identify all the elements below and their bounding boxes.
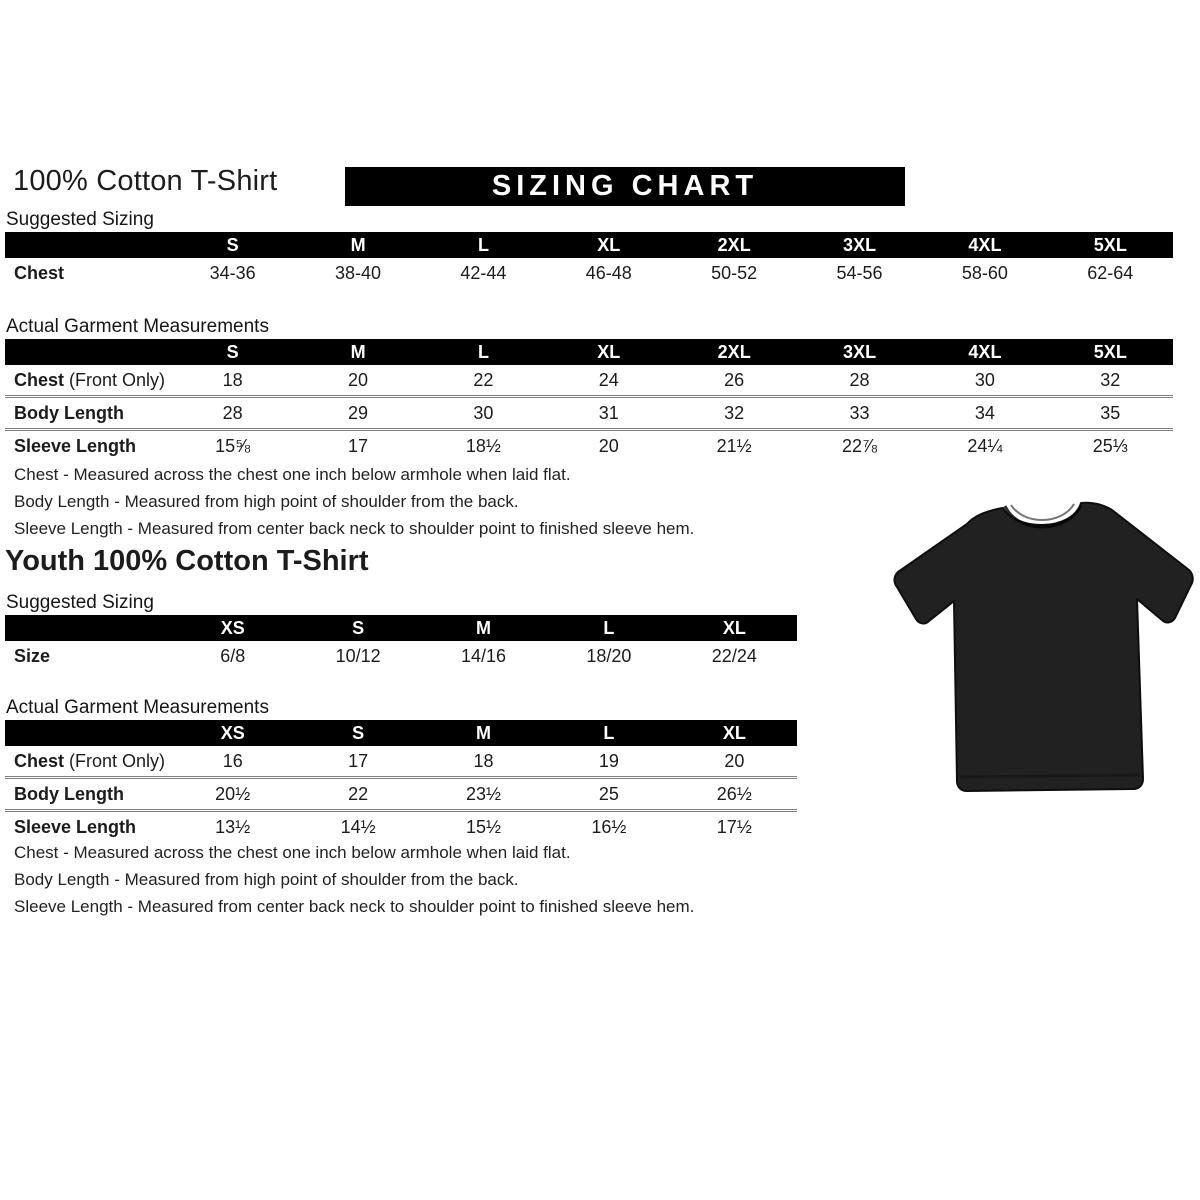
measurement-cell: 19 xyxy=(598,750,619,771)
measurement-cell: 17½ xyxy=(716,816,752,837)
measurement-cell: 22 xyxy=(473,369,494,390)
row-label-text: Chest xyxy=(14,750,65,771)
column-header-cell: L xyxy=(603,722,615,743)
youth-body-length-row xyxy=(5,779,797,812)
youth-measurement-notes xyxy=(14,839,694,920)
tshirt-graphic xyxy=(885,472,1195,807)
column-header-cell: XS xyxy=(220,722,245,743)
column-header-cell: L xyxy=(477,341,489,362)
column-header-cell: 2XL xyxy=(717,341,751,362)
measurement-cell: 33 xyxy=(849,402,870,423)
measurement-cell: 20½ xyxy=(215,783,251,804)
measurement-cell: 24 xyxy=(598,369,619,390)
measurement-cell: 10/12 xyxy=(335,645,381,666)
measurement-cell: 58-60 xyxy=(961,262,1008,283)
youth-sleeve-length-row xyxy=(5,812,797,842)
row-label-text: Sleeve Length xyxy=(14,435,137,456)
row-label-text: Chest xyxy=(14,369,65,390)
tshirt-image xyxy=(885,472,1195,807)
measurement-cell: 30 xyxy=(473,402,494,423)
row-label xyxy=(5,817,170,838)
youth-suggested-sizing-label: Suggested Sizing xyxy=(6,592,154,613)
column-header-cell: L xyxy=(603,617,615,638)
row-label xyxy=(5,646,170,667)
row-label-text: Sleeve Length xyxy=(14,816,137,837)
column-header-cell: M xyxy=(350,341,366,362)
measurement-cell: 30 xyxy=(974,369,995,390)
youth-actual-measurements-label: Actual Garment Measurements xyxy=(6,697,269,718)
measurement-cell: 18 xyxy=(222,369,243,390)
measurement-cell: 21½ xyxy=(716,435,752,456)
note-line: Chest - Measured across the chest one inch below armhole when laid flat. xyxy=(14,465,571,484)
measurement-cell: 15½ xyxy=(465,816,502,837)
row-label-suffix: (Front Only) xyxy=(64,750,166,771)
column-header-cell: M xyxy=(476,617,492,638)
column-header-cell: XL xyxy=(722,722,746,743)
measurement-cell: 18 xyxy=(473,750,494,771)
column-header-cell: S xyxy=(226,341,239,362)
row-label xyxy=(5,784,170,805)
column-header-cell: L xyxy=(477,234,489,255)
row-label-text: Size xyxy=(14,645,51,666)
column-header-cell: XS xyxy=(220,617,245,638)
measurement-cell: 22⅞ xyxy=(842,435,878,456)
measurement-cell: 20 xyxy=(724,750,745,771)
adult-suggested-table xyxy=(5,232,1173,288)
measurement-cell: 13½ xyxy=(215,816,251,837)
row-label-text: Body Length xyxy=(14,402,124,423)
adult-actual-header-row xyxy=(5,339,1173,365)
note-line: Body Length - Measured from high point of shoulder from the back. xyxy=(14,870,519,889)
youth-actual-header-row xyxy=(5,720,797,746)
measurement-cell: 42-44 xyxy=(460,262,507,283)
measurement-cell: 6/8 xyxy=(220,645,246,666)
measurement-cell: 24¼ xyxy=(967,435,1003,456)
measurement-cell: 25 xyxy=(598,783,619,804)
measurement-cell: 14/16 xyxy=(460,645,507,666)
measurement-cell: 32 xyxy=(724,402,745,423)
adult-measurement-notes xyxy=(14,461,694,542)
tshirt-hem xyxy=(960,775,1140,777)
adult-actual-measurements-label: Actual Garment Measurements xyxy=(6,316,269,337)
adult-suggested-header-row xyxy=(5,232,1173,258)
note-line: Chest - Measured across the chest one inch below armhole when laid flat. xyxy=(14,843,571,862)
note-line: Body Length - Measured from high point of shoulder from the back. xyxy=(14,492,519,511)
adult-body-length-row xyxy=(5,398,1173,431)
measurement-cell: 50-52 xyxy=(711,262,758,283)
column-header-cell: 3XL xyxy=(843,234,877,255)
youth-size-row xyxy=(5,641,797,671)
row-label xyxy=(5,436,170,457)
measurement-cell: 31 xyxy=(598,402,619,423)
adult-chest-suggested-row xyxy=(5,258,1173,288)
measurement-cell: 20 xyxy=(348,369,369,390)
column-header-cell: M xyxy=(350,234,366,255)
measurement-cell: 18½ xyxy=(465,435,501,456)
column-header-cell: S xyxy=(352,722,365,743)
column-header-cell: S xyxy=(352,617,365,638)
measurement-cell: 28 xyxy=(849,369,870,390)
column-header-cell: XL xyxy=(597,341,621,362)
measurement-cell: 23½ xyxy=(465,783,502,804)
youth-actual-table xyxy=(5,720,797,842)
measurement-cell: 28 xyxy=(222,402,243,423)
measurement-cell: 62-64 xyxy=(1087,262,1134,283)
youth-chest-row xyxy=(5,746,797,779)
measurement-cell: 46-48 xyxy=(585,262,632,283)
row-label-suffix: (Front Only) xyxy=(64,369,166,390)
measurement-cell: 26½ xyxy=(716,783,752,804)
measurement-cell: 26 xyxy=(724,369,745,390)
column-header-cell: 2XL xyxy=(717,234,751,255)
adult-actual-table xyxy=(5,339,1173,461)
column-header-cell: M xyxy=(476,722,492,743)
adult-sleeve-length-row xyxy=(5,431,1173,461)
measurement-cell: 17 xyxy=(348,435,369,456)
measurement-cell: 32 xyxy=(1100,369,1121,390)
note-line: Sleeve Length - Measured from center back neck to shoulder point to finished sleeve hem. xyxy=(14,897,695,916)
sizing-chart-banner: SIZING CHART xyxy=(345,167,905,206)
row-label xyxy=(5,403,170,424)
measurement-cell: 16 xyxy=(222,750,243,771)
youth-suggested-header-row xyxy=(5,615,797,641)
measurement-cell: 25⅓ xyxy=(1092,435,1128,456)
column-header-cell: S xyxy=(226,234,239,255)
tshirt-collar-seam xyxy=(1011,504,1074,520)
measurement-cell: 35 xyxy=(1100,402,1121,423)
measurement-cell: 54-56 xyxy=(836,262,883,283)
column-header-cell: 4XL xyxy=(968,234,1002,255)
measurement-cell: 38-40 xyxy=(335,262,382,283)
adult-chest-row xyxy=(5,365,1173,398)
measurement-cell: 16½ xyxy=(591,816,627,837)
measurement-cell: 17 xyxy=(348,750,369,771)
row-label xyxy=(5,751,170,772)
row-label-text: Body Length xyxy=(14,783,124,804)
column-header-cell: 4XL xyxy=(968,341,1002,362)
measurement-cell: 34 xyxy=(974,402,995,423)
measurement-cell: 29 xyxy=(348,402,369,423)
measurement-cell: 22 xyxy=(348,783,369,804)
measurement-cell: 20 xyxy=(598,435,619,456)
row-label-text: Chest xyxy=(14,262,65,283)
tshirt-body xyxy=(894,503,1192,791)
measurement-cell: 14½ xyxy=(340,816,376,837)
column-header-cell: 5XL xyxy=(1093,341,1127,362)
row-label xyxy=(5,370,170,391)
adult-suggested-sizing-label: Suggested Sizing xyxy=(6,209,154,230)
measurement-cell: 15⅝ xyxy=(215,435,251,456)
column-header-cell: XL xyxy=(722,617,746,638)
youth-suggested-table xyxy=(5,615,797,671)
column-header-cell: 5XL xyxy=(1093,234,1127,255)
measurement-cell: 34-36 xyxy=(209,262,256,283)
column-header-cell: XL xyxy=(597,234,621,255)
page-title: 100% Cotton T-Shirt xyxy=(13,165,278,197)
measurement-cell: 18/20 xyxy=(586,645,632,666)
measurement-cell: 22/24 xyxy=(711,645,757,666)
row-label xyxy=(5,263,170,284)
column-header-cell: 3XL xyxy=(843,341,877,362)
youth-title: Youth 100% Cotton T-Shirt xyxy=(5,545,369,577)
note-line: Sleeve Length - Measured from center back neck to shoulder point to finished sleeve hem. xyxy=(14,519,695,538)
